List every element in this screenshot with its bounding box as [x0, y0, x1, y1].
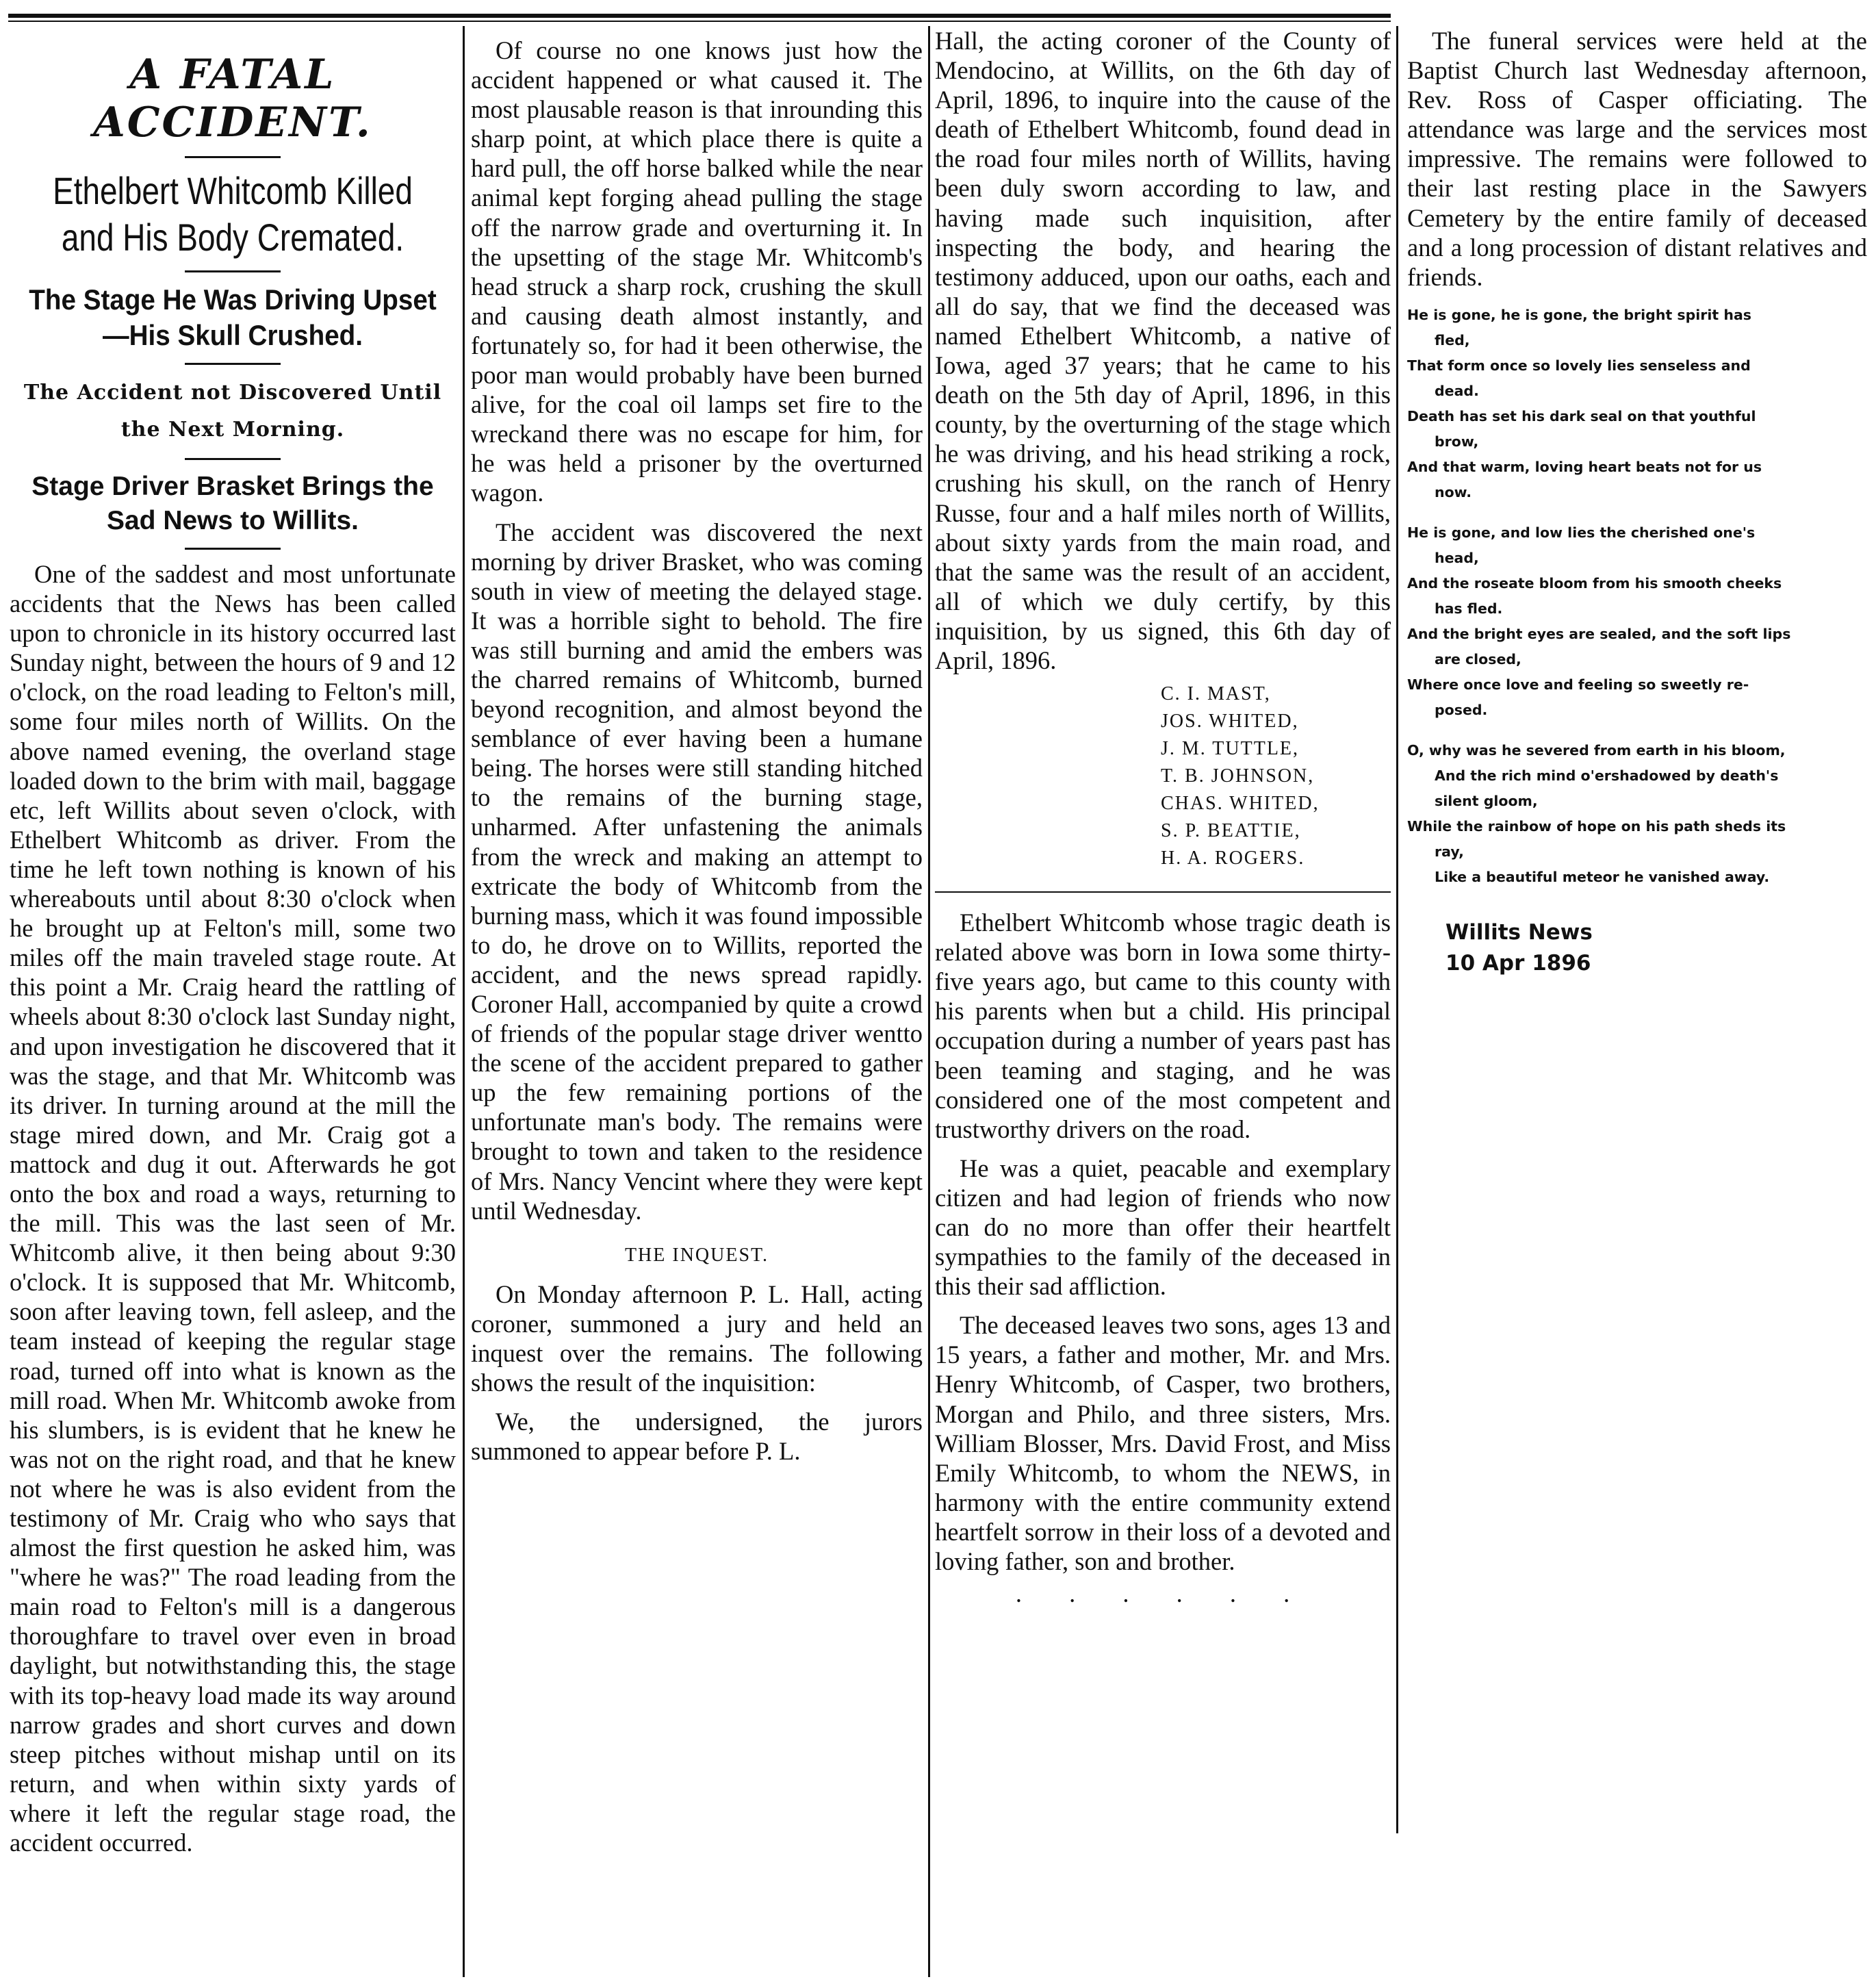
- source-credit: [1445, 917, 1593, 979]
- poem-line: Like a beautiful meteor he vanished away.: [1435, 868, 1770, 885]
- column-1: [10, 26, 456, 1977]
- column-rule-1: [463, 26, 465, 1977]
- poem-line: He is gone, he is gone, the bright spirit has: [1407, 306, 1751, 323]
- section-divider: [935, 891, 1391, 893]
- article-paragraph-6: Ethelbert Whitcomb whose tragic death is related above was born in Iowa some thirty-five years ago, but came to this county with his parents when but a child. His principal occupation during a number of years past has been teaming and staging, and he was considered one of the most competent and trustworthy drivers on the road.: [935, 908, 1391, 1143]
- article-paragraph-2: Of course no one knows just how the accident happened or what caused it. The most plausable reason is that inrounding this sharp point, at which place there is quite a hard pull, the off horse balked while the near animal kept forging ahead pulling the stage off the narrow grade and overturning it. In the upsetting of the stage Mr. Whitcomb's head struck a sharp rock, crushing the skull and causing death almost instantly, and fortunately so, for had it been otherwise, the poor man would probably have been burned alive, for the coal oil lamps set fire to the wreckand there was no escape for him, for he was held a prisoner by the overturned wagon.: [471, 36, 923, 507]
- poem-line: Where once love and feeling so sweetly re-: [1407, 676, 1749, 693]
- juror-name: C. I. MAST,: [1161, 683, 1271, 705]
- poem-line-continued: dead.: [1435, 382, 1479, 399]
- article-paragraph-4: On Monday afternoon P. L. Hall, acting coroner, summoned a jury and held an inquest over the remains. The following shows the result of the inquisition:: [471, 1280, 923, 1397]
- publication-name: Willits News: [1445, 920, 1593, 945]
- article-paragraph-1: One of the saddest and most unfortunate accidents that the News has been called upon to chronicle in its history occurred last Sunday night, between the hours of 9 and 12 o'clock, on the road leading to Felton's mill, some four miles north of Willits. On the above named evening, the overland stage loaded down to the brim with mail, baggage etc, left Willits about seven o'clock, with Ethelbert Whitcomb as driver. From the time he left town nothing is known of his whereabouts until about 8:30 o'clock when he brought up at Felton's mill, some two miles off the main traveled stage route. At this point a Mr. Craig heard the rattling of wheels about 8:30 o'clock last Sunday night, and upon investigation he discovered that it was the stage, and that Mr. Whitcomb was its driver. In turning around at the mill the stage mired down, and Mr. Craig got a mattock and dug it out. Afterwards he got onto the box and road a ways, returning to the mill. This was the last seen of Mr. Whitcomb alive, it then being about 9:30 o'clock. It is supposed that Mr. Whitcomb, soon after leaving town, fell asleep, and the team instead of keeping the regular stage road, turned off into what is known as the mill road. When Mr. Whitcomb awoke from his slumbers, is is evident that he knew he was not on the right road, and that he knew not where he was is also evident from the testimony of Mr. Craig who who says that almost the first question he asked him, was "where he was?" The road leading from the main road to Felton's mill is a dangerous thoroughfare to travel over even in broad daylight, but notwithstanding this, the stage with its top-heavy load made its way around narrow grades and short curves and down steep pitches without mishap until on its return, and when within sixty yards of where it left the regular stage road, the accident occurred.: [10, 560, 456, 1857]
- poem-line-continued: now.: [1435, 483, 1472, 500]
- poem-line: Death has set his dark seal on that youthful: [1407, 407, 1756, 424]
- top-rule-thin: [8, 21, 1391, 22]
- poem-line: And the bright eyes are sealed, and the soft lips: [1407, 625, 1791, 642]
- headline-divider: [185, 270, 281, 272]
- juror-name: CHAS. WHITED,: [1161, 793, 1320, 815]
- juror-name: JOS. WHITED,: [1161, 711, 1299, 733]
- article-body-col2: [471, 36, 923, 1466]
- poem-line: And the roseate bloom from his smooth cheeks: [1407, 574, 1782, 591]
- poem-stanza-1: [1407, 303, 1867, 505]
- publication-date: 10 Apr 1896: [1445, 951, 1591, 976]
- article-paragraph-7: He was a quiet, peacable and exemplary citizen and had legion of friends who now can do no more than offer their heartfelt sympathies to the family of the deceased in this their sad affliction.: [935, 1154, 1391, 1301]
- column-3: [935, 26, 1391, 1833]
- verdict-opening: We, the undersigned, the jurors summoned to appear before P. L.: [471, 1408, 923, 1466]
- headline-deck-1: Ethelbert Whitcomb Killed and His Body Cremated.: [53, 169, 413, 259]
- poem-line: He is gone, and low lies the cherished one's: [1407, 524, 1756, 541]
- poem-line: While the rainbow of hope on his path sheds its: [1407, 817, 1786, 835]
- poem-line-continued: ray,: [1435, 843, 1464, 860]
- column-rule-3: [1396, 26, 1398, 1833]
- article-paragraph-8: The deceased leaves two sons, ages 13 and 15 years, a father and mother, Mr. and Mrs. Henry Whitcomb, of Casper, two brothers, Morgan and Philo, and three sisters, Mrs. William Blosser, Mrs. David Frost, and Miss Emily Whitcomb, to whom the NEWS, in harmony with the entire community extend heartfelt sorrow in their loss of a devoted and loving father, son and brother.: [935, 1311, 1391, 1576]
- poem-line-continued: silent gloom,: [1435, 792, 1538, 809]
- memorial-poem: [1407, 303, 1867, 890]
- poem-line: And the rich mind o'ershadowed by death's: [1435, 767, 1779, 784]
- juror-list: [1161, 680, 1391, 872]
- headline-deck-4: Stage Driver Brasket Brings the Sad News to Willits.: [31, 472, 434, 535]
- headline-deck-2: The Stage He Was Driving Upset—His Skull Crushed.: [29, 283, 437, 351]
- poem-line: That form once so lovely lies senseless and: [1407, 357, 1751, 374]
- verdict-text: Hall, the acting coroner of the County of Mendocino, at Willits, on the 6th day of April, 1896, to inquire into the cause of the death of Ethelbert Whitcomb, found dead in the road four miles north of Willits, having been duly sworn according to law, and having made such inquisition, after inspecting the body, and hearing the testimony adduced, upon our oaths, each and all do say, that we find the deceased was named Ethelbert Whitcomb, a native of Iowa, aged 37 years; that he came to his death on the 5th day of April, 1896, in this county, by the overturning of the stage which he was driving, and his head striking a rock, crushing his skull, on the ranch of Henry Russe, four and a half miles north of Willits, about sixty yards from the main road, and that the same was the result of an accident, all of which we duly certify, by this inquisition, by us signed, this 6th day of April, 1896.: [935, 27, 1391, 674]
- article-body-col4: [1407, 26, 1867, 292]
- juror-name: J. M. TUTTLE,: [1161, 738, 1300, 760]
- poem-stanza-3: [1407, 738, 1867, 890]
- headline-divider: [185, 156, 281, 158]
- article-body-col1: [10, 559, 456, 1857]
- headline-divider: [185, 548, 281, 550]
- article-paragraph-9: The funeral services were held at the Baptist Church last Wednesday afternoon, Rev. Ross of Casper officiating. The attendance was large and the services most impressive. The remains were followed to their last resting place in the Sawyers Cemetery by the entire family of deceased and a long procession of distant relatives and friends.: [1407, 27, 1867, 291]
- headline-divider: [185, 458, 281, 460]
- poem-line-continued: has fled.: [1435, 600, 1503, 617]
- headline-divider: [185, 363, 281, 365]
- poem-line-continued: brow,: [1435, 433, 1479, 450]
- poem-line: O, why was he severed from earth in his bloom,: [1407, 741, 1786, 759]
- paragraph-trailing-dots: . . . . . .: [1015, 1579, 1311, 1608]
- poem-line-continued: are closed,: [1435, 650, 1521, 667]
- poem-line-continued: fled,: [1435, 331, 1470, 348]
- column-4: [1407, 26, 1867, 916]
- inquest-heading: THE INQUEST.: [624, 1244, 769, 1266]
- headline-main: A FATAL ACCIDENT.: [93, 51, 372, 147]
- poem-line-continued: posed.: [1435, 701, 1488, 718]
- juror-name: H. A. ROGERS.: [1161, 848, 1305, 869]
- top-rule: [8, 14, 1391, 18]
- poem-stanza-2: [1407, 520, 1867, 723]
- headline-deck-3: The Accident not Discovered Until the Next Morning.: [23, 381, 442, 442]
- poem-line-continued: head,: [1435, 549, 1479, 566]
- juror-name: S. P. BEATTIE,: [1161, 820, 1301, 842]
- article-body-col3: [935, 26, 1391, 1608]
- column-2: [471, 26, 923, 1977]
- juror-name: T. B. JOHNSON,: [1161, 765, 1315, 787]
- article-paragraph-3: The accident was discovered the next morning by driver Brasket, who was coming south in view of meeting the delayed stage. It was a horrible sight to behold. The fire was still burning and amid the embers was the charred remains of Whitcomb, burned beyond recognition, and almost beyond the semblance of ever having been a humane being. The horses were still standing hitched to the remains of the burning stage, unharmed. After unfastening the animals from the wreck and making an attempt to extricate the body of Whitcomb from the burning mass, which it was found impossible to do, he drove on to Willits, reported the accident, and the news spread rapidly. Coroner Hall, accompanied by quite a crowd of friends of the popular stage driver wentto the scene of the accident prepared to gather up the few remaining portions of the unfortunate man's body. The remains were brought to town and taken to the residence of Mrs. Nancy Vencint where they were kept until Wednesday.: [471, 518, 923, 1225]
- column-rule-2: [928, 26, 930, 1977]
- poem-line: And that warm, loving heart beats not for us: [1407, 458, 1762, 475]
